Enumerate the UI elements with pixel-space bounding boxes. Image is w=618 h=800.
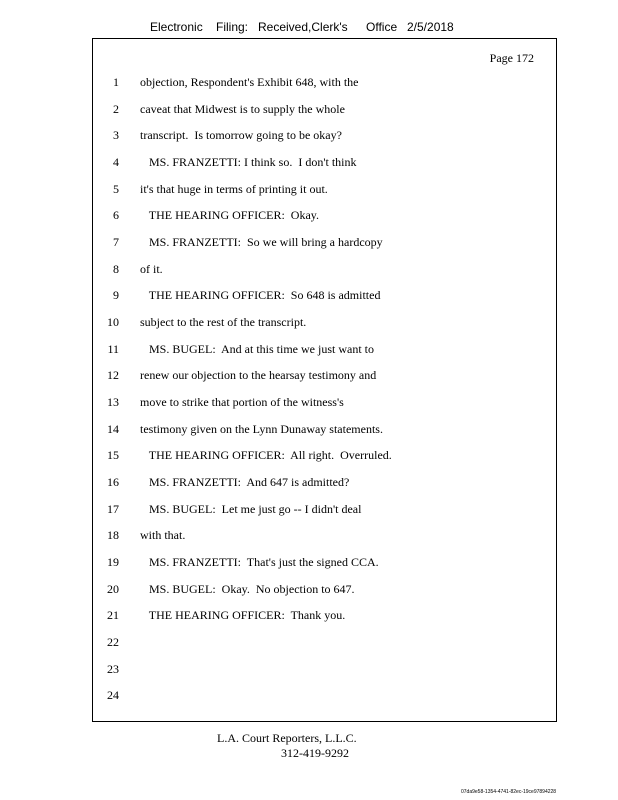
transcript-line: [93, 365, 556, 385]
line-text: MS. BUGEL: Let me just go -- I didn't deal: [140, 502, 362, 516]
line-number: 22: [107, 635, 119, 649]
line-text: THE HEARING OFFICER: Okay.: [140, 208, 319, 222]
line-text: subject to the rest of the transcript.: [140, 315, 307, 329]
line-number: 10: [107, 315, 119, 329]
page-number: Page 172: [489, 51, 534, 65]
line-number: 6: [113, 208, 119, 222]
line-text: THE HEARING OFFICER: So 648 is admitted: [140, 288, 381, 302]
transcript-page: [92, 38, 557, 722]
transcript-line: [93, 392, 556, 412]
line-text: objection, Respondent's Exhibit 648, with the: [140, 75, 359, 89]
transcript-line: [93, 499, 556, 519]
transcript-line: [93, 285, 556, 305]
line-number: 15: [107, 448, 119, 462]
transcript-line: [93, 232, 556, 252]
line-text: testimony given on the Lynn Dunaway statements.: [140, 422, 383, 436]
line-number: 14: [107, 422, 119, 436]
transcript-line: [93, 419, 556, 439]
line-text: transcript. Is tomorrow going to be okay?: [140, 128, 342, 142]
transcript-line: [93, 339, 556, 359]
line-text: MS. BUGEL: And at this time we just want to: [140, 342, 374, 356]
line-number: 7: [113, 235, 119, 249]
line-text: caveat that Midwest is to supply the whole: [140, 102, 345, 116]
transcript-line: [93, 99, 556, 119]
transcript-line: [93, 579, 556, 599]
transcript-line: [93, 72, 556, 92]
transcript-line: [93, 125, 556, 145]
line-number: 2: [113, 102, 119, 116]
line-text: THE HEARING OFFICER: All right. Overruled.: [140, 448, 392, 462]
transcript-line: [93, 312, 556, 332]
line-text: MS. FRANZETTI: That's just the signed CCA.: [140, 555, 379, 569]
transcript-line: [93, 552, 556, 572]
line-text: renew our objection to the hearsay testimony and: [140, 368, 377, 382]
line-number: 13: [107, 395, 119, 409]
document-id: 07da9e58-1354-4741-82ec-19ce97894228: [461, 789, 557, 795]
line-text: MS. FRANZETTI: So we will bring a hardcopy: [140, 235, 383, 249]
line-number: 19: [107, 555, 119, 569]
line-text: of it.: [140, 262, 163, 276]
stamp-word-electronic: Electronic: [150, 20, 203, 34]
transcript-line: [93, 525, 556, 545]
line-number: 5: [113, 182, 119, 196]
line-number: 1: [113, 75, 119, 89]
line-number: 9: [113, 288, 119, 302]
line-number: 3: [113, 128, 119, 142]
line-number: 18: [107, 528, 119, 542]
line-number: 11: [107, 342, 119, 356]
transcript-line: [93, 472, 556, 492]
transcript-line: [93, 659, 556, 679]
stamp-date: 2/5/2018: [407, 20, 454, 34]
line-text: it's that huge in terms of printing it out.: [140, 182, 328, 196]
transcript-line: [93, 445, 556, 465]
line-number: 20: [107, 582, 119, 596]
line-text: MS. FRANZETTI: I think so. I don't think: [140, 155, 357, 169]
stamp-word-received: Received,Clerk's: [258, 20, 348, 34]
line-text: THE HEARING OFFICER: Thank you.: [140, 608, 346, 622]
line-number: 12: [107, 368, 119, 382]
line-number: 23: [107, 662, 119, 676]
line-text: with that.: [140, 528, 186, 542]
stamp-word-filing: Filing:: [216, 20, 249, 34]
line-text: move to strike that portion of the witness's: [140, 395, 344, 409]
transcript-line: [93, 259, 556, 279]
transcript-line: [93, 152, 556, 172]
line-number: 16: [107, 475, 119, 489]
transcript-line: [93, 179, 556, 199]
line-number: 21: [107, 608, 119, 622]
line-number: 24: [107, 688, 119, 702]
transcript-line: [93, 605, 556, 625]
transcript-line: [93, 205, 556, 225]
reporter-company: L.A. Court Reporters, L.L.C.: [217, 731, 357, 745]
line-number: 4: [113, 155, 119, 169]
reporter-phone: 312-419-9292: [281, 746, 349, 760]
filing-stamp: [0, 20, 618, 36]
line-text: MS. FRANZETTI: And 647 is admitted?: [140, 475, 350, 489]
line-number: 8: [113, 262, 119, 276]
line-number: 17: [107, 502, 119, 516]
stamp-word-office: Office: [366, 20, 398, 34]
line-text: MS. BUGEL: Okay. No objection to 647.: [140, 582, 355, 596]
transcript-line: [93, 685, 556, 705]
transcript-line: [93, 632, 556, 652]
